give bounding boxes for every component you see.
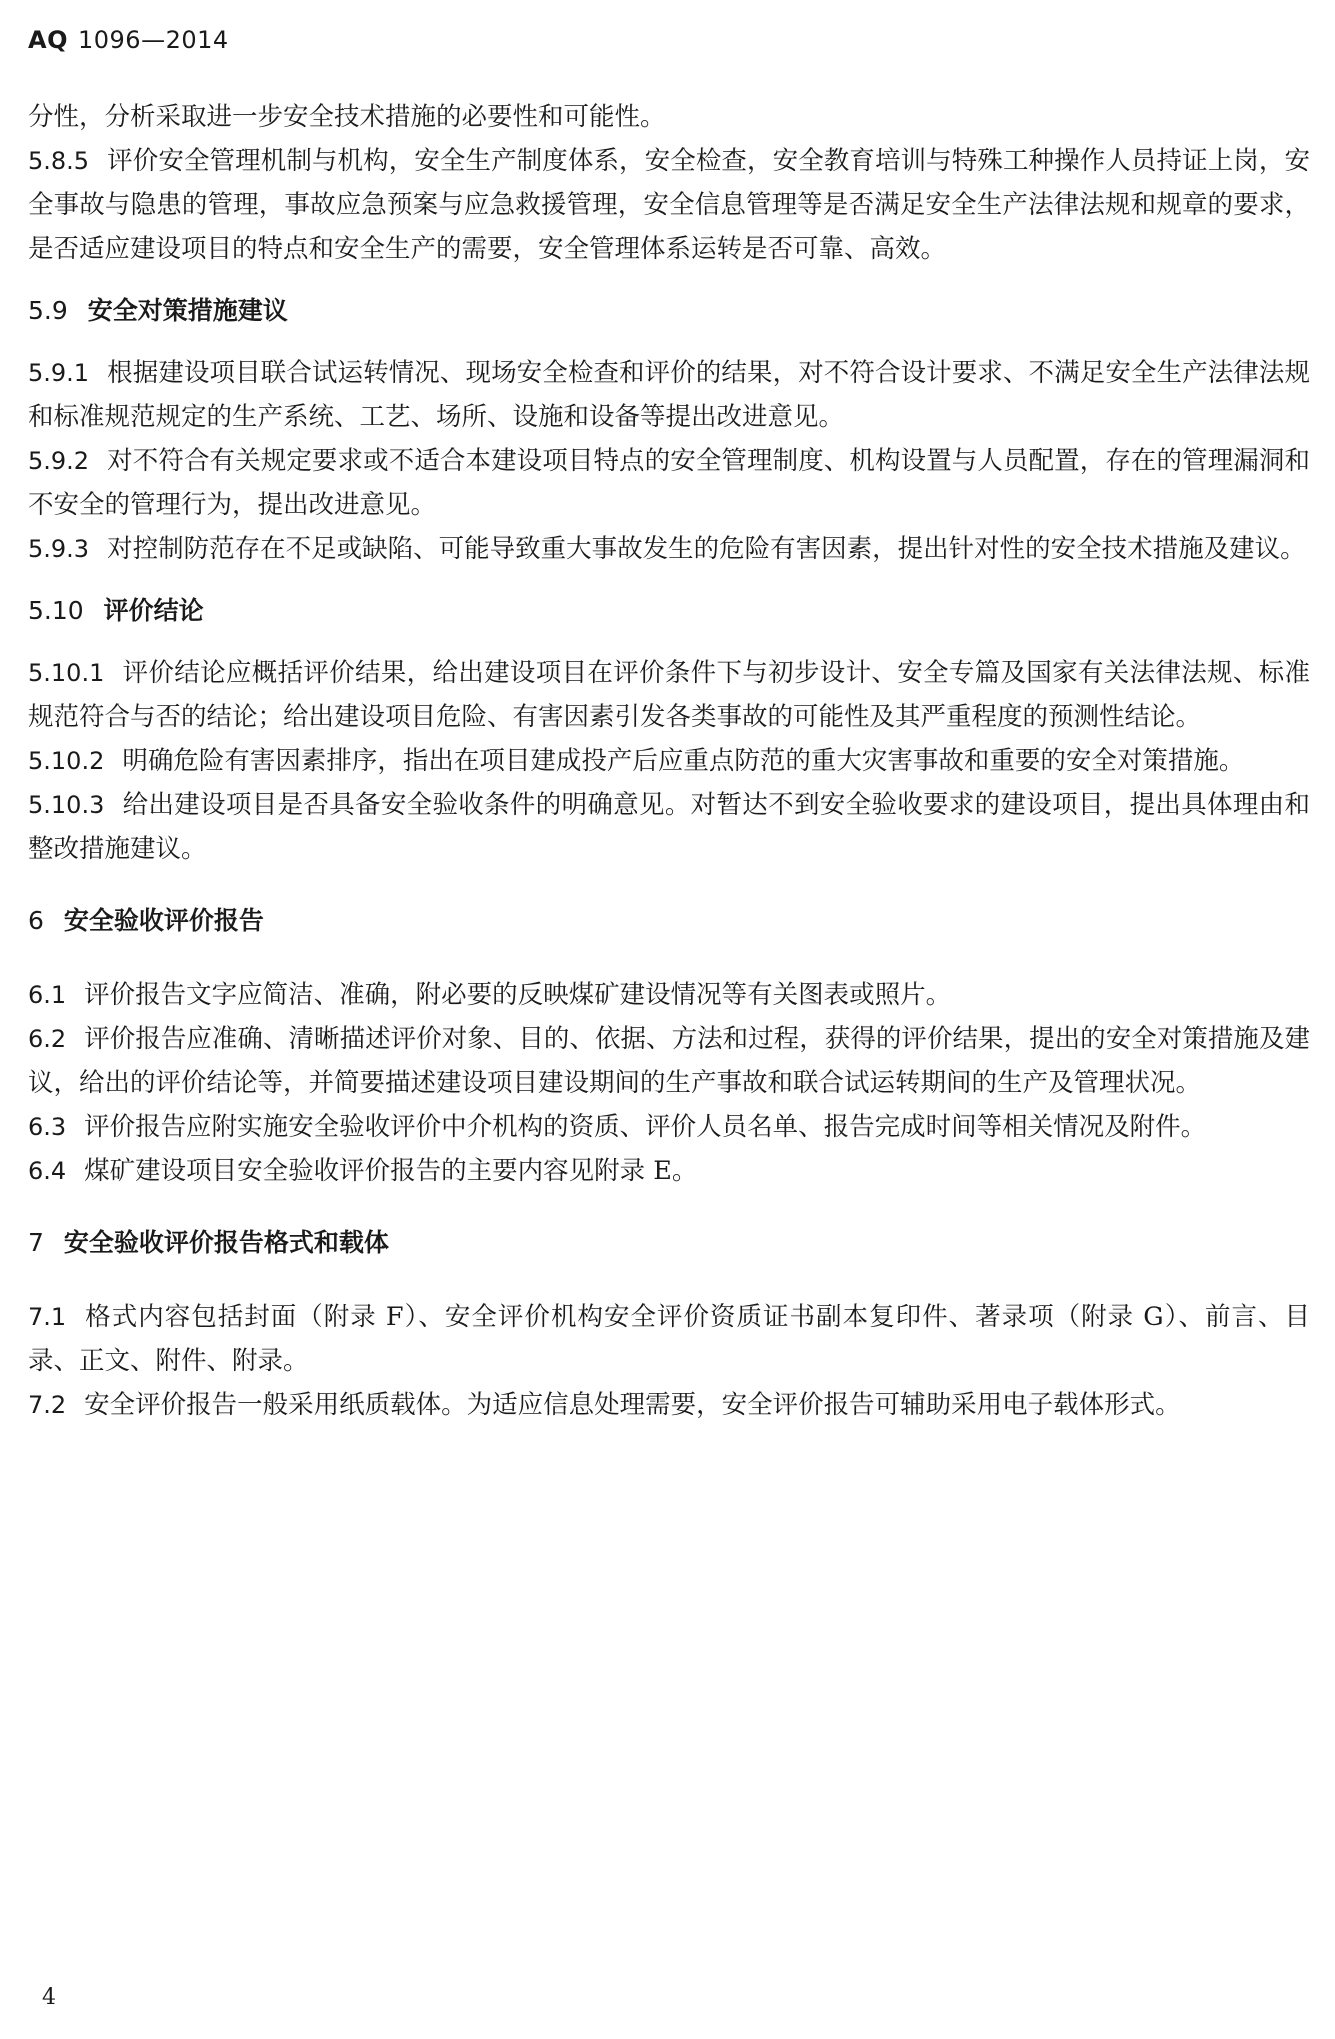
clause-number: 5.10.3: [28, 791, 105, 819]
clause-text: 评价报告文字应简洁、准确，附必要的反映煤矿建设情况等有关图表或照片。: [84, 980, 952, 1010]
clause-number: 6.4: [28, 1157, 67, 1185]
clause-5-9-1: [28, 351, 1310, 439]
clause-number: 5.10.1: [28, 659, 105, 687]
clause-text: 评价结论应概括评价结果，给出建设项目在评价条件下与初步设计、安全专篇及国家有关法律法规、标准规范符合与否的结论；给出建设项目危险、有害因素引发各类事故的可能性及其严重程度的预测性结论。: [28, 658, 1310, 732]
clause-text: 格式内容包括封面（附录 F）、安全评价机构安全评价资质证书副本复印件、著录项（附录 G）、前言、目录、正文、附件、附录。: [28, 1302, 1310, 1376]
clause-text: 安全评价报告一般采用纸质载体。为适应信息处理需要，安全评价报告可辅助采用电子载体形式。: [84, 1390, 1181, 1420]
section-heading-6: [28, 899, 1310, 943]
standard-code-number: 1096—2014: [77, 26, 229, 54]
clause-number: 5.9.2: [28, 447, 90, 475]
clause-6-3: [28, 1105, 1310, 1149]
clause-6-2: [28, 1017, 1310, 1105]
clause-5-10-1: [28, 651, 1310, 739]
clause-number: 6.3: [28, 1113, 67, 1141]
clause-5-10-3: [28, 783, 1310, 871]
section-heading-5-9: [28, 289, 1310, 333]
clause-text: 评价报告应附实施安全验收评价中介机构的资质、评价人员名单、报告完成时间等相关情况及附件。: [84, 1112, 1207, 1142]
section-number: 5.10: [28, 596, 84, 625]
clause-number: 6.1: [28, 981, 67, 1009]
section-number: 6: [28, 906, 44, 935]
section-title: 安全验收评价报告格式和载体: [63, 1228, 389, 1257]
section-number: 5.9: [28, 296, 68, 325]
clause-5-10-2: [28, 739, 1310, 783]
clause-number: 5.9.3: [28, 535, 90, 563]
clause-text: 评价安全管理机制与机构，安全生产制度体系，安全检查，安全教育培训与特殊工种操作人员持证上岗，安全事故与隐患的管理，事故应急预案与应急救援管理，安全信息管理等是否满足安全生产法律法规和规章的要求，是否适应建设项目的特点和安全生产的需要，安全管理体系运转是否可靠、高效。: [28, 146, 1310, 264]
clause-6-1: [28, 973, 1310, 1017]
clause-number: 5.10.2: [28, 747, 105, 775]
clause-7-2: [28, 1383, 1310, 1427]
clause-text: 评价报告应准确、清晰描述评价对象、目的、依据、方法和过程，获得的评价结果，提出的安全对策措施及建议，给出的评价结论等，并简要描述建设项目建设期间的生产事故和联合试运转期间的生产及管理状况。: [28, 1024, 1310, 1098]
clause-5-9-3: [28, 527, 1310, 571]
clause-number: 7.2: [28, 1391, 67, 1419]
clause-5-9-2: [28, 439, 1310, 527]
page-number: 4: [42, 1985, 56, 2010]
clause-6-4: [28, 1149, 1310, 1193]
clause-5-8-5: [28, 139, 1310, 271]
clause-text: 明确危险有害因素排序，指出在项目建成投产后应重点防范的重大灾害事故和重要的安全对策措施。: [122, 746, 1245, 776]
clause-7-1: [28, 1295, 1310, 1383]
section-title: 评价结论: [103, 596, 204, 625]
paragraph-continuation: 分性，分析采取进一步安全技术措施的必要性和可能性。: [28, 102, 666, 132]
clause-text: 给出建设项目是否具备安全验收条件的明确意见。对暂达不到安全验收要求的建设项目，提出具体理由和整改措施建议。: [28, 790, 1310, 864]
section-title: 安全对策措施建议: [87, 296, 288, 325]
document-header: [28, 26, 229, 54]
section-number: 7: [28, 1228, 44, 1257]
section-title: 安全验收评价报告: [63, 906, 264, 935]
clause-number: 6.2: [28, 1025, 67, 1053]
clause-text: 对控制防范存在不足或缺陷、可能导致重大事故发生的危险有害因素，提出针对性的安全技术措施及建议。: [107, 534, 1306, 564]
clause-text: 煤矿建设项目安全验收评价报告的主要内容见附录 E。: [84, 1156, 698, 1186]
section-heading-5-10: [28, 589, 1310, 633]
clause-number: 7.1: [28, 1303, 67, 1331]
clause-text: 根据建设项目联合试运转情况、现场安全检查和评价的结果，对不符合设计要求、不满足安全生产法律法规和标准规范规定的生产系统、工艺、场所、设施和设备等提出改进意见。: [28, 358, 1310, 432]
standard-code-prefix: AQ: [28, 26, 68, 54]
section-heading-7: [28, 1221, 1310, 1265]
clause-text: 对不符合有关规定要求或不适合本建设项目特点的安全管理制度、机构设置与人员配置，存在的管理漏洞和不安全的管理行为，提出改进意见。: [28, 446, 1310, 520]
clause-number: 5.8.5: [28, 147, 90, 175]
document-body: [28, 95, 1310, 1427]
clause-number: 5.9.1: [28, 359, 90, 387]
